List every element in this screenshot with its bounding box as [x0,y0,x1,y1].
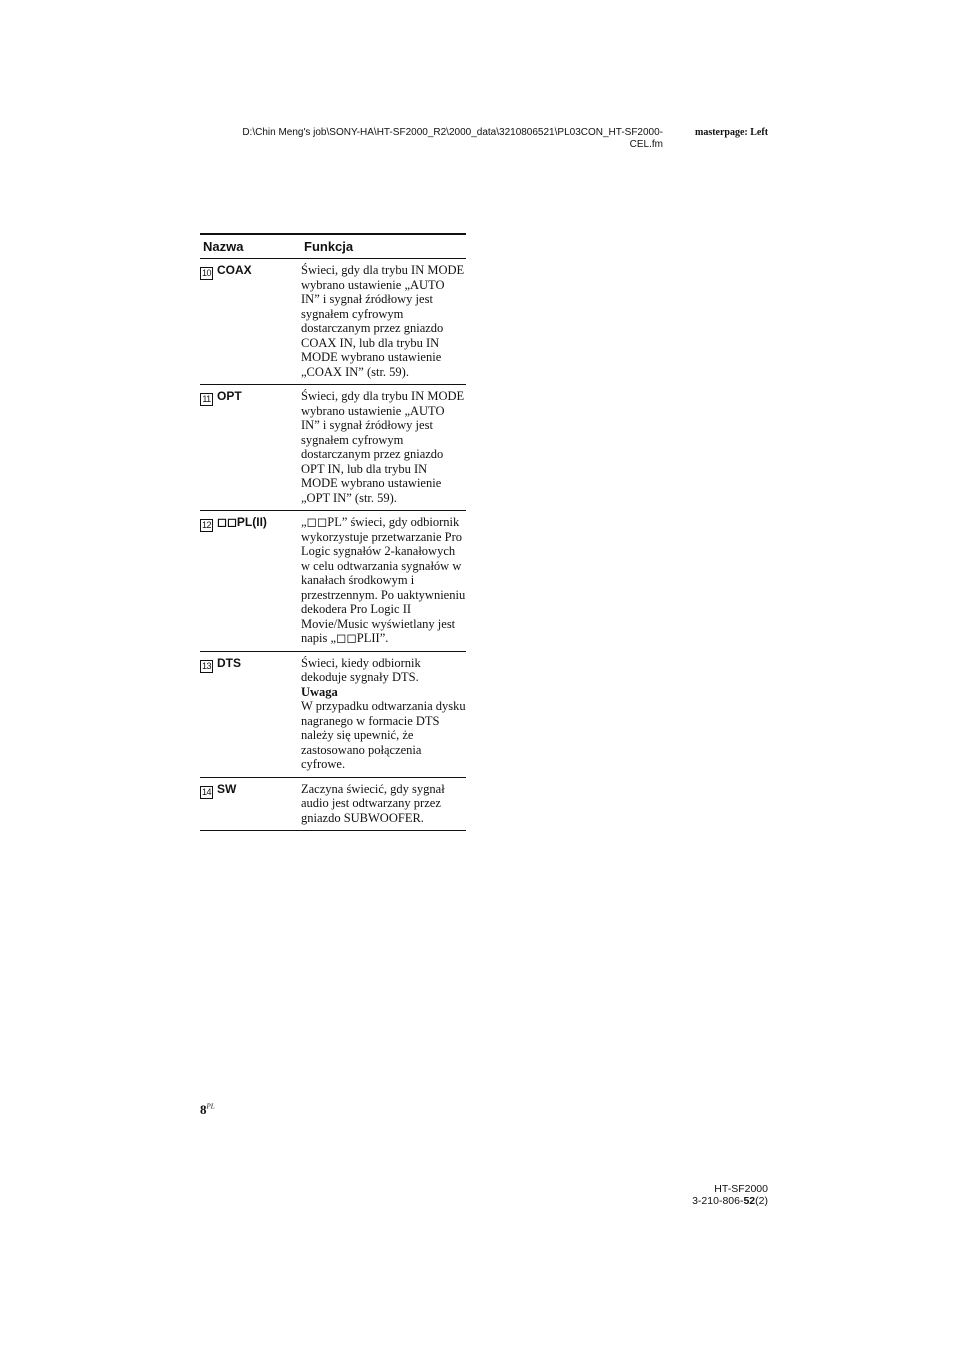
indicator-name: SW [217,781,237,796]
indicator-name: OPT [217,389,242,403]
file-path-header [190,127,663,151]
masterpage-label: masterpage: Left [695,127,769,138]
footer-code-suffix: (2) [755,1195,768,1207]
function-description: Świeci, gdy dla trybu IN MODE wybrano ustawienie „AUTO IN” i sygnał źródłowy jest sygnałem cyfrowym dostarczanym przez gniazdo COAX IN, lub dla trybu IN MODE wybrano ustawienie „COAX IN” (str. 59). [301,259,466,385]
indicator-cell [200,385,301,511]
indicator-cell [200,259,301,385]
footer-code-bold: 52 [743,1195,756,1207]
footer-code-prefix: 3-210-806- [692,1195,744,1207]
column-header-name: Nazwa [200,234,301,259]
item-number-box: 14 [201,786,211,797]
file-path-line1: D:\Chin Meng's job\SONY-HA\HT-SF2000_R2\2000_data\3210806521\PL03CON_HT-SF2000- [242,127,663,138]
table-row [200,385,466,511]
item-number-box: 13 [201,660,211,671]
function-description: Zaczyna świecić, gdy sygnał audio jest odtwarzany przez gniazdo SUBWOOFER. [301,777,466,831]
table-row [200,651,466,777]
function-description: Świeci, kiedy odbiornik dekoduje sygnały DTS. [301,655,421,684]
note-text: W przypadku odtwarzania dysku nagranego w formacie DTS należy się upewnić, że zastosowano połączenia cyfrowe. [301,699,466,771]
function-table [200,233,466,831]
item-number-box: 10 [201,268,211,278]
page-number [200,1102,215,1118]
page-language-suffix: PL [206,1102,215,1111]
table-header-row [200,234,466,259]
footer-model-code [668,1183,768,1207]
indicator-name: ◻◻PL(II) [217,515,267,529]
column-header-function: Funkcja [301,234,466,259]
function-description: Świeci, gdy dla trybu IN MODE wybrano ustawienie „AUTO IN” i sygnał źródłowy jest sygnałem cyfrowym dostarczanym przez gniazdo OPT IN, lub dla trybu IN MODE wybrano ustawienie „OPT IN” (str. 59). [301,385,466,511]
table-row [200,777,466,831]
function-description-cell [301,651,466,777]
indicator-name: DTS [217,655,241,670]
item-number-box: 12 [201,520,211,530]
footer-code [668,1195,768,1207]
indicator-cell [200,511,301,652]
indicator-cell [200,777,301,831]
table-row [200,259,466,385]
table-row [200,511,466,652]
indicator-cell [200,651,301,777]
page-number-value: 8 [200,1102,207,1117]
function-description: „◻◻PL” świeci, gdy odbiornik wykorzystuje przetwarzanie Pro Logic sygnałów 2-kanałowych w celu odtwarzania sygnałów w kanałach środkowym i przestrzennym. Po uaktywnieniu dekodera Pro Logic II Movie/Music wyświetlany jest napis „◻◻PLII”. [301,511,466,652]
footer-model: HT-SF2000 [714,1183,768,1195]
item-number-box: 11 [200,393,213,406]
indicator-name: COAX [217,263,252,277]
note-title: Uwaga [301,684,338,699]
file-path-line2: CEL.fm [629,139,663,150]
